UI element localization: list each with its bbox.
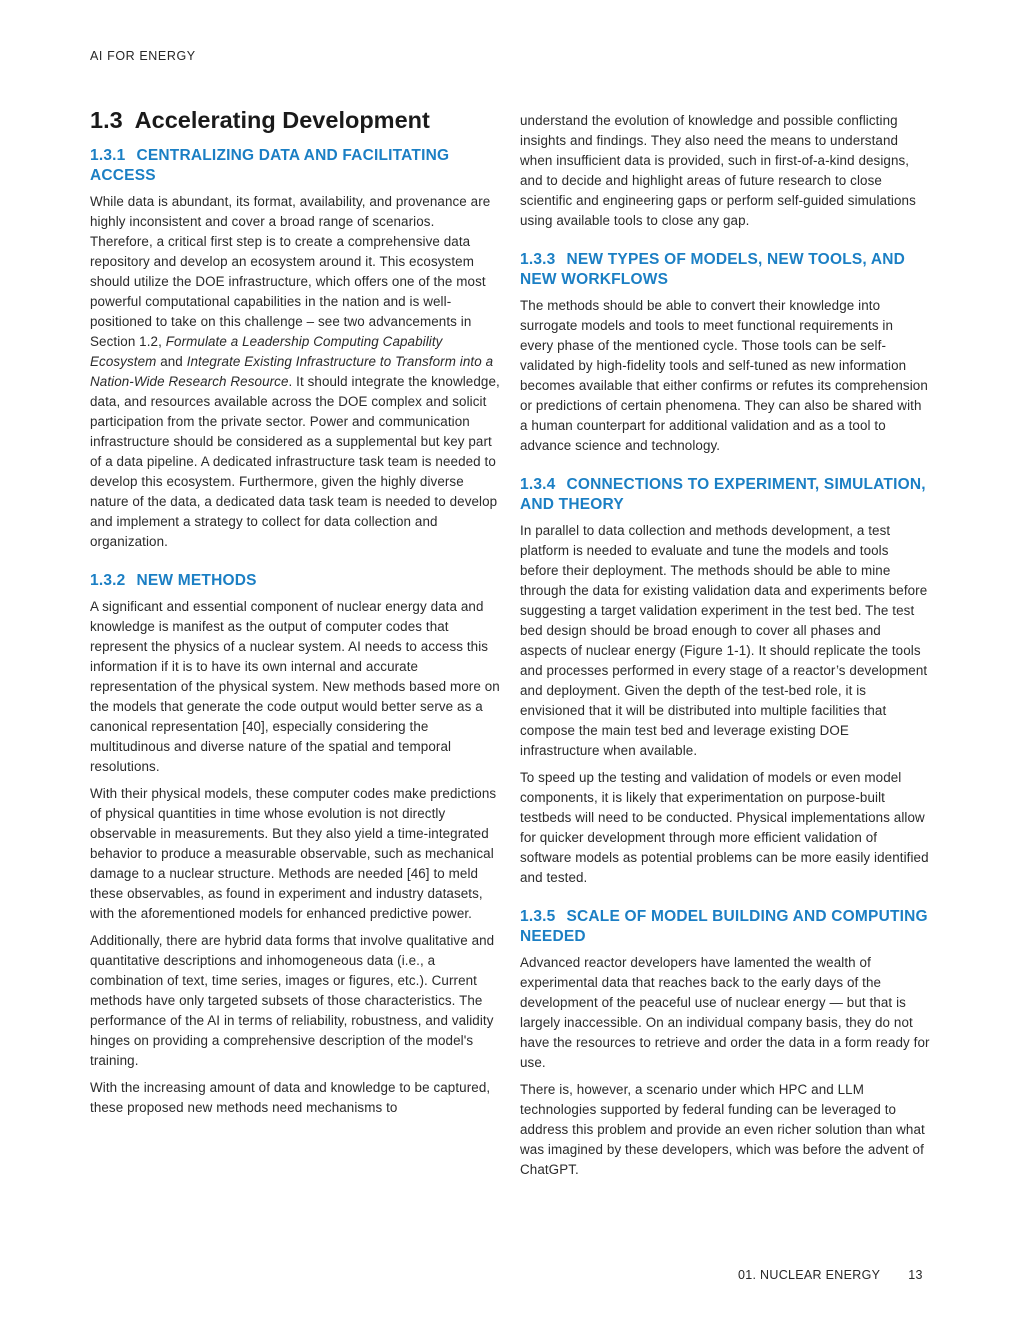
page-footer [738,1268,923,1282]
subsection-title: SCALE OF MODEL BUILDING AND COMPUTING NEEDED [520,908,928,945]
text-run: While data is abundant, its format, availability, and provenance are highly inconsistent and cover a broad range of scenarios. Therefore, a critical first step is to create a comprehensive data repository and develop an ecosystem around it. This ecosystem should utilize the DOE infrastructure, which offers one of the most powerful computational capabilities in the nation and is well-positioned to take on this challenge – see two advancements in Section 1.2, [90,194,491,349]
right-column [520,111,930,1187]
subsection-heading-1-3-1 [90,146,500,186]
subsection-number: 1.3.2 [90,572,126,589]
page-number: 13 [908,1268,923,1282]
subsection-number: 1.3.3 [520,251,556,268]
paragraph-1-3-2-d: With the increasing amount of data and knowledge to be captured, these proposed new methods need mechanisms to [90,1080,491,1115]
paragraph-1-3-2-c: Additionally, there are hybrid data forms that involve qualitative and quantitative descriptions and inhomogeneous data (i.e., a combination of text, time series, images or figures, etc.). Current methods have only targeted subsets of those characteristics. The performance of the AI in terms of reliability, robustness, and validity hinges on providing a comprehensive description of the model's training. [90,933,495,1068]
left-column [90,104,500,1125]
section-heading [90,104,500,136]
subsection-heading-1-3-4 [520,475,930,515]
section-number: 1.3 [90,107,123,133]
subsection-number: 1.3.1 [90,147,126,164]
subsection-title: NEW TYPES OF MODELS, NEW TOOLS, AND NEW WORKFLOWS [520,251,906,288]
subsection-title: NEW METHODS [136,572,257,589]
subsection-heading-1-3-5 [520,907,930,947]
paragraph-1-3-4-b: To speed up the testing and validation of models or even model components, it is likely that experimentation on purpose-built testbeds will need to be conducted. Physical implementations allow for quicker development through more efficient validation of software models as potential problems can be more easily identified and tested. [520,770,929,885]
italic-reference-1: Formulate a Leadership Computing Capability Ecosystem [90,334,443,369]
footer-chapter: 01. NUCLEAR ENERGY [738,1268,881,1282]
subsection-title: CONNECTIONS TO EXPERIMENT, SIMULATION, AND THEORY [520,476,926,513]
subsection-heading-1-3-2 [90,571,500,591]
paragraph-1-3-5-b: There is, however, a scenario under which HPC and LLM technologies supported by federal funding can be leveraged to address this problem and provide an even richer solution than what was imagined by these developers, which was before the advent of ChatGPT. [520,1082,925,1177]
text-run: and [156,354,187,369]
subsection-title: CENTRALIZING DATA AND FACILITATING ACCESS [90,147,450,184]
paragraph-1-3-4-a: In parallel to data collection and methods development, a test platform is needed to evaluate and tune the models and tools before their deployment. The methods should be able to mine through the data for existing validation data and experiments before suggesting a target validation experiment in the test bed. The test bed design should be broad enough to cover all phases and aspects of nuclear energy (Figure 1-1). It should replicate the tools and processes performed in every stage of a reactor’s development and deployment. Given the depth of the test-bed role, it is envisioned that it will be distributed into multiple facilities that compose the main test bed and leverage existing DOE infrastructure when available. [520,523,928,758]
section-title: Accelerating Development [134,107,430,133]
subsection-number: 1.3.5 [520,908,556,925]
subsection-number: 1.3.4 [520,476,556,493]
subsection-heading-1-3-3 [520,250,930,290]
paragraph-1-3-2-a: A significant and essential component of nuclear energy data and knowledge is manifest as the output of computer codes that represent the physics of a nuclear system. AI needs to access this information if it is to have its own internal and accurate representation of the physical system. New methods based more on the models that generate the code output would better serve as a canonical representation [40], especially considering the multitudinous and diverse nature of the spatial and temporal resolutions. [90,599,500,774]
running-head: AI FOR ENERGY [90,49,196,63]
paragraph-1-3-2-b: With their physical models, these computer codes make predictions of physical quantities in time whose evolution is not directly observable in measurements. But they also yield a time-integrated behavior to produce a measurable observable, such as mechanical damage to a nuclear structure. Methods are needed [46] to meld these observables, as found in experiment and industry datasets, with the aforementioned models for enhanced predictive power. [90,786,497,921]
text-run: . It should integrate the knowledge, data, and resources available across the DOE complex and solicit participation from the private sector. Power and communication infrastructure should be considered as a supplemental but key part of a data pipeline. A dedicated infrastructure task team is needed to develop this ecosystem. Furthermore, given the highly diverse nature of the data, a dedicated data task team is needed to develop and implement a strategy to collect for data collection and organization. [90,374,500,549]
paragraph-1-3-2-d-continued: understand the evolution of knowledge and possible conflicting insights and findings. They also need the means to understand when insufficient data is provided, such in first-of-a-kind designs, and to decide and highlight areas of future research to close scientific and engineering gaps or perform self-guided simulations using available tools to close any gap. [520,113,916,228]
italic-reference-2: Integrate Existing Infrastructure to Transform into a Nation-Wide Research Resource [90,354,494,389]
paragraph-1-3-1-a [90,192,500,552]
paragraph-1-3-5-a: Advanced reactor developers have lamented the wealth of experimental data that reaches back to the early days of the development of the peaceful use of nuclear energy — but that is largely inaccessible. On an individual company basis, they do not have the resources to retrieve and order the data in a form ready for use. [520,955,930,1070]
paragraph-1-3-3-a: The methods should be able to convert their knowledge into surrogate models and tools to meet functional requirements in every phase of the mentioned cycle. Those tools can be self-validated by high-fidelity tools and self-tuned as new information becomes available that either confirms or refutes its comprehension or predictions of certain phenomena. They can also be shared with a human counterpart for additional validation and as a tool to advance science and technology. [520,298,928,453]
